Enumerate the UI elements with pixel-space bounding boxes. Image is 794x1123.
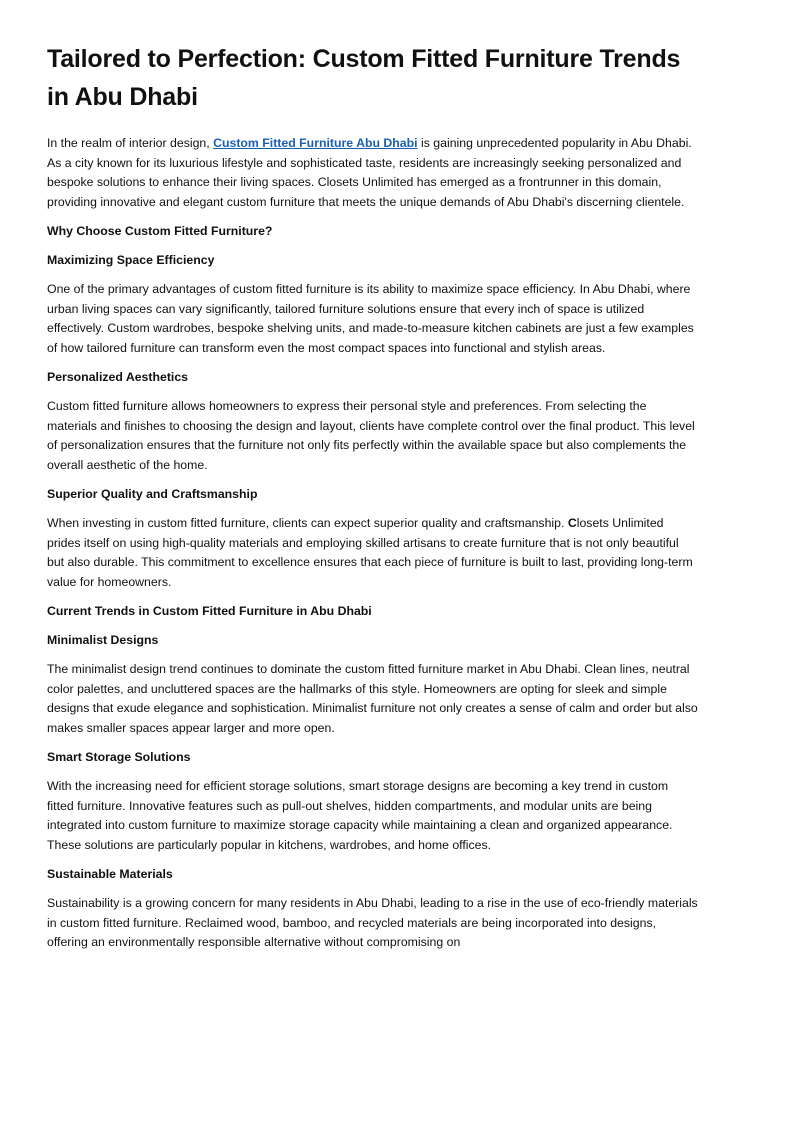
quality-craftsmanship-heading: Superior Quality and Craftsmanship: [47, 486, 258, 501]
minimalist-designs-paragraph: The minimalist design trend continues to dominate the custom fitted furniture market in Abu Dhabi. Clean lines, neutral color palettes, and uncluttered spaces are the hallmarks of this style. Homeowners are opting for sleek and simple designs that exude elegance and sophistication. Minimalist furniture not only creates a sense of calm and order but also makes smaller spaces appear larger and more open.: [47, 662, 698, 735]
custom-fitted-furniture-link[interactable]: Custom Fitted Furniture Abu Dhabi: [213, 136, 418, 150]
smart-storage-heading: Smart Storage Solutions: [47, 749, 191, 764]
intro-text-before-link: In the realm of interior design,: [47, 136, 214, 150]
sustainable-materials-paragraph: Sustainability is a growing concern for many residents in Abu Dhabi, leading to a rise in the use of eco-friendly materials in custom fitted furniture. Reclaimed wood, bamboo, and recycled materials are being incorporated into designs, offering an environmentally responsible alternative without compromising on: [47, 896, 698, 950]
intro-text-after-link: is gaining unprecedented popularity in Abu Dhabi. As a city known for its luxurious lifestyle and sophisticated taste, residents are increasingly seeking personalized and bespoke solutions to enhance their living spaces. Closets Unlimited has emerged as a frontrunner in this domain, providing innovative and elegant custom furniture that meets the unique demands of Abu Dhabi's discerning clientele.: [47, 136, 692, 209]
space-efficiency-heading: Maximizing Space Efficiency: [47, 252, 215, 267]
quality-craftsmanship-paragraph: [47, 514, 698, 592]
current-trends-heading: Current Trends in Custom Fitted Furniture in Abu Dhabi: [47, 603, 372, 618]
quality-text-before: When investing in custom fitted furniture, clients can expect superior quality and craftsmanship.: [47, 516, 568, 530]
minimalist-designs-heading: Minimalist Designs: [47, 632, 159, 647]
why-choose-heading: Why Choose Custom Fitted Furniture?: [47, 223, 273, 238]
page-title: Tailored to Perfection: Custom Fitted Furniture Trends in Abu Dhabi: [47, 45, 681, 111]
quality-bold-letter: C: [567, 516, 577, 530]
quality-text-after: losets Unlimited prides itself on using high-quality materials and employing skilled artisans to create furniture that is not only beautiful but also durable. This commitment to excellence ensures that each piece of furniture is built to last, providing long-term value for homeowners.: [47, 516, 693, 589]
personalized-aesthetics-heading: Personalized Aesthetics: [47, 369, 189, 384]
personalized-aesthetics-paragraph: Custom fitted furniture allows homeowners to express their personal style and preferences. From selecting the materials and finishes to choosing the design and layout, clients have complete control over the final product. This level of personalization ensures that the furniture not only fits perfectly within the available space but also complements the overall aesthetic of the home.: [47, 399, 695, 472]
intro-paragraph: [47, 134, 698, 212]
smart-storage-paragraph: With the increasing need for efficient storage solutions, smart storage designs are becoming a key trend in custom fitted furniture. Innovative features such as pull-out shelves, hidden compartments, and modular units are being integrated into custom furniture to maximize storage capacity while maintaining a clean and organized appearance. These solutions are particularly popular in kitchens, wardrobes, and home offices.: [47, 779, 673, 852]
sustainable-materials-heading: Sustainable Materials: [47, 866, 173, 881]
space-efficiency-paragraph: One of the primary advantages of custom fitted furniture is its ability to maximize space efficiency. In Abu Dhabi, where urban living spaces can vary significantly, tailored furniture solutions ensure that every inch of space is utilized effectively. Custom wardrobes, bespoke shelving units, and made-to-measure kitchen cabinets are just a few examples of how tailored furniture can transform even the most compact spaces into functional and stylish areas.: [47, 282, 694, 355]
